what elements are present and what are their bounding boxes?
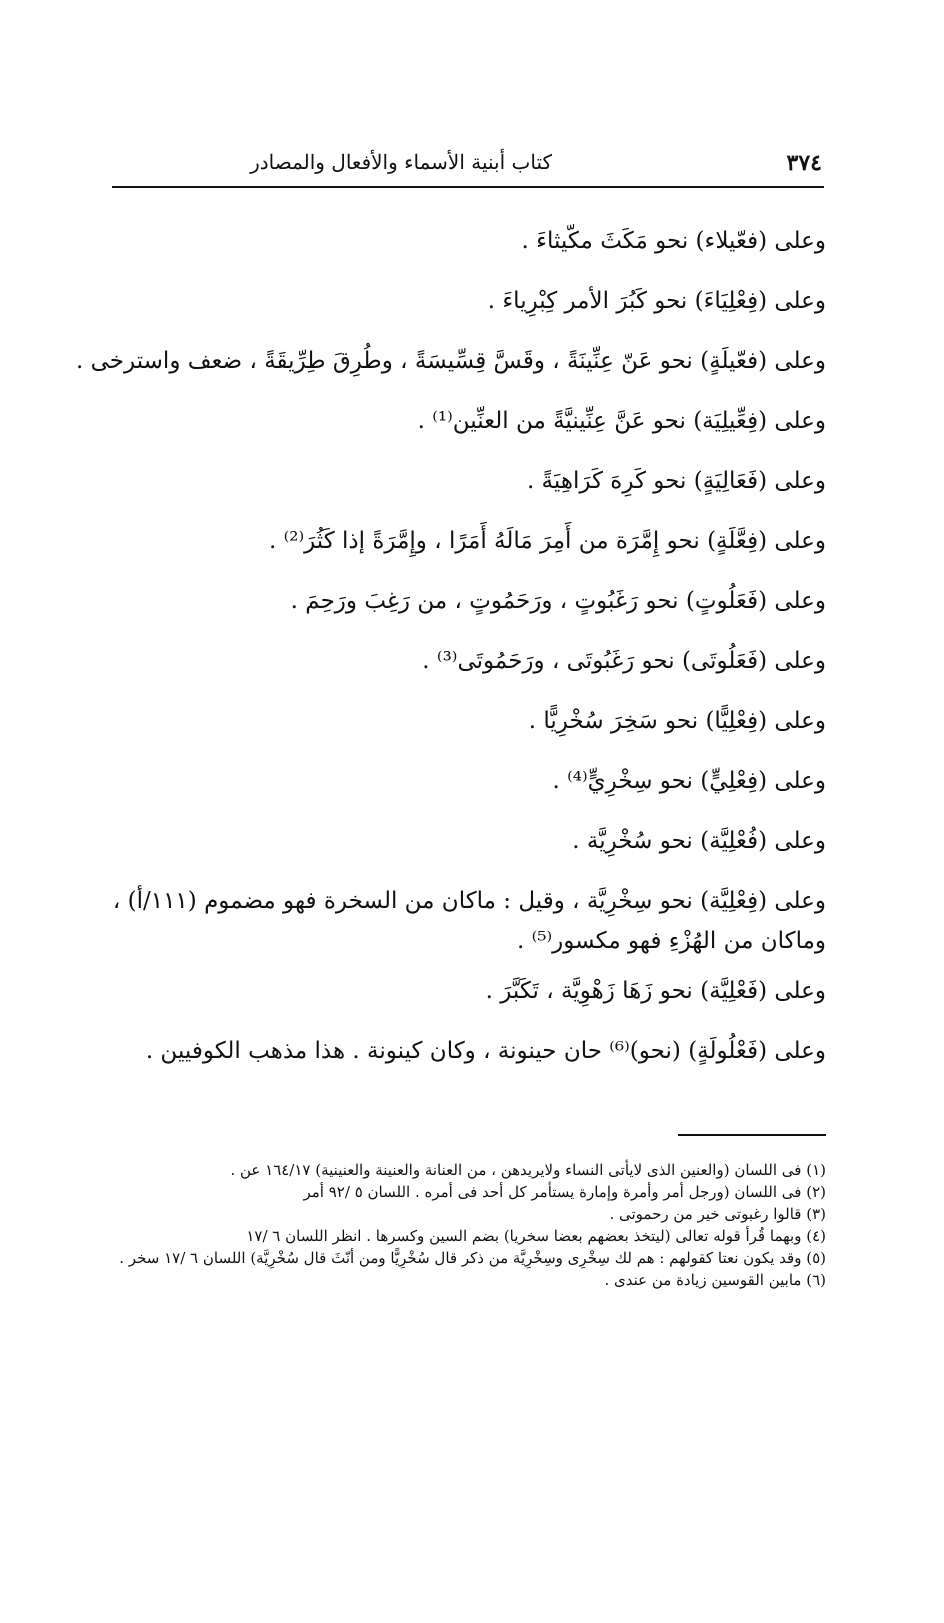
text-line: وعلى (فَعْلُولَةٍ) (نحو)⁽⁶⁾ حان حينونة ، وكان كينونة . هذا مذهب الكوفيين . [145, 1038, 826, 1064]
text-line: وعلى (فِعْلِيَّة) نحو سِخْرِيَّة ، وقيل : ماكان من السخرة فهو مضموم (١١١/أ) ، [112, 888, 826, 914]
text-line: وماكان من الهُزْءِ فهو مكسور⁽⁵⁾ . [516, 928, 826, 954]
text-line: وعلى (فِعْلِيًّا) نحو سَخِرَ سُخْرِيًّا . [528, 708, 826, 734]
text-line: وعلى (فُعْلِيَّة) نحو سُخْرِيَّة . [572, 828, 826, 854]
footnote: (٤) وبهما قُرأ قوله تعالى (ليتخذ بعضهم بعضا سخريا) بضم السين وكسرها . انظر اللسان ٦ /١٧ [246, 1227, 826, 1245]
text-line: وعلى (فِعَّلَةٍ) نحو إِمَّرَة من أَمِرَ مَالَهُ أَمَرًا ، وإِمَّرَةً إذا كَثُرَ⁽²⁾ . [268, 528, 826, 554]
footnote-rule [678, 1134, 826, 1136]
page-number: ٣٧٤ [786, 150, 822, 176]
text-line: وعلى (فِعِّيلِيَة) نحو عَنَّ عِنِّينيَّةً من العنِّين⁽¹⁾ . [417, 408, 826, 434]
footnote: (٥) وقد يكون نعتا كقولهم : هم لك سِخْرِى وسِخْرِيَّة من ذكر قال سُخْرِيًّا ومن أنّثَ قال سُخْرِيَّة) اللسان ٦ /١٧ سخر . [119, 1249, 826, 1267]
footnote: (٢) فى اللسان (ورجل أمر وأمرة وإمارة يستأمر كل أحد فى أمره . اللسان ٥ /٩٢ أمر [303, 1183, 826, 1201]
footnote: (١) فى اللسان (والعنين الذى لايأتى النساء ولايريدهن ، من العنانة والعنينة والعنينية) ١٦٤/١٧ عن . [230, 1161, 826, 1179]
text-line: وعلى (فَعْلِيَّة) نحو زَهَا زَهْوِيَّة ، تَكَبَّرَ . [485, 978, 826, 1004]
running-title: كتاب أبنية الأسماء والأفعال والمصادر [250, 150, 552, 174]
footnote: (٣) قالوا رغبوتى خير من رحموتى . [609, 1205, 826, 1223]
header-rule [112, 186, 824, 188]
footnotes [112, 1160, 826, 1292]
text-line: وعلى (فَعَالِيَةٍ) نحو كَرِهَ كَرَاهِيَةً . [526, 468, 826, 494]
text-line: وعلى (فعّيلَةٍ) نحو عَنّ عِنِّينَةً ، وقَسَّ قِسِّيسَةً ، وطُرِقَ طِرِّيقَةً ، ضعف واسترخى . [76, 348, 826, 374]
main-text [76, 226, 826, 1096]
text-line: وعلى (فعّيلاء) نحو مَكَثَ مكّيثاءَ . [521, 228, 826, 254]
page-header [112, 146, 824, 186]
text-line: وعلى (فَعَلُوتٍ) نحو رَغَبُوتٍ ، ورَحَمُوتٍ ، من رَغِبَ ورَحِمَ . [290, 588, 826, 614]
text-line: وعلى (فِعْلِيٍّ) نحو سِخْرِيٍّ⁽⁴⁾ . [552, 768, 826, 794]
footnote: (٦) مابين القوسين زيادة من عندى . [604, 1271, 826, 1289]
text-line: وعلى (فِعْلِيَاءَ) نحو كَبُرَ الأمر كِبْرِياءَ . [487, 288, 826, 314]
text-line: وعلى (فَعَلُوتَى) نحو رَغَبُوتَى ، ورَحَمُوتَى⁽³⁾ . [422, 648, 826, 674]
